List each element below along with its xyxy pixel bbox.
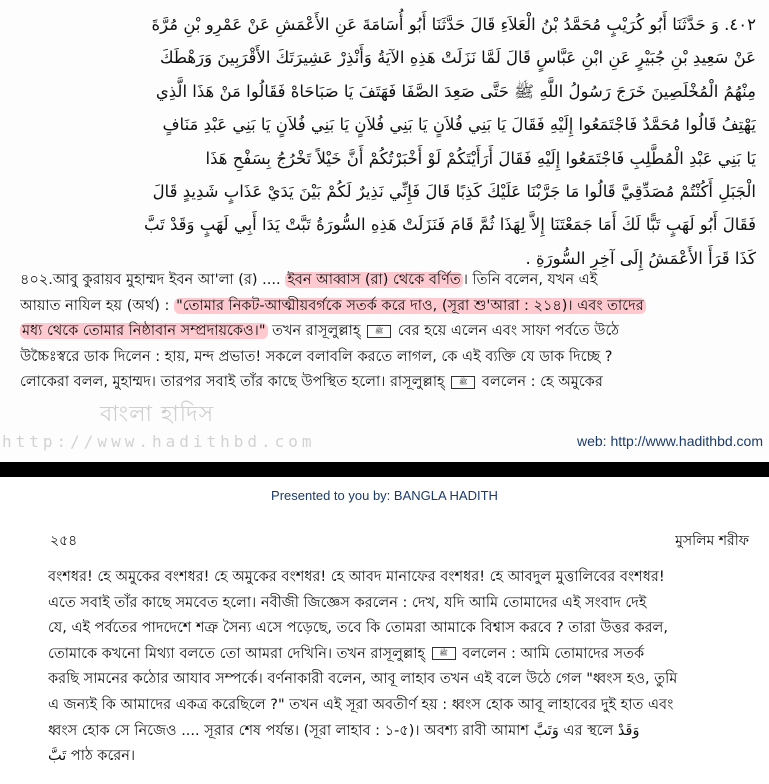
text-line: বংশধর! হে অমুকের বংশধর! হে অমুকের বংশধর! হে আবদ মানাফের বংশধর! হে আবদুল মুত্তালিবের বংশধর! [48, 569, 665, 585]
text-line [20, 294, 760, 320]
book-title: মুসলিম শরীফ [675, 533, 749, 549]
text-line [20, 370, 760, 396]
page-divider [0, 462, 769, 477]
text-run: তোমাকে কখনো মিথ্যা বলতে তো আমরা দেখিনি। তখন রাসূলুল্লাহ্ [48, 645, 430, 662]
watermark-url: http://www.hadithbd.com [2, 432, 316, 451]
text-line: تَبَّ পাঠ করেন। [48, 748, 136, 765]
text-run: আয়াত নাযিল হয় (অর্থ) : [20, 297, 175, 314]
highlighted-verse: মধ্য থেকে তোমার নিষ্ঠাবান সম্প্রদায়কেও।" [22, 323, 266, 339]
arabic-line: كَذَا قَرَأَ الأَعْمَشُ إِلَى آخِرِ السُّورَةِ . [525, 248, 756, 268]
text-line: এতে সবাই তাঁর কাছে সমবেত হলো। নবীজী জিজ্ঞেস করলেন : দেখ, যদি আমি তোমাদের এই সংবাদ দেই [48, 594, 647, 611]
text-run: বললেন : হে অমুকের [477, 374, 603, 390]
text-run: । তিনি বলেন, যখন এই [462, 272, 598, 288]
arabic-line: مِنْهُمُ الْمُخْلَصِينَ خَرَجَ رَسُولُ اللَّهِ ﷺ حَتَّى صَعِدَ الصَّفَا فَهَتَفَ يَا صَبَاحَاهْ فَقَالُوا مَنْ هَذَا الَّذِي [155, 81, 756, 101]
text-run: লোকেরা বলল, মুহাম্মদ। তারপর সবাই তাঁর কাছে উপস্থিত হলো। রাসূলুল্লাহ্ [20, 374, 450, 390]
highlighted-narrator: ইবন আব্বাস (রা) থেকে বর্ণিত [287, 272, 461, 288]
arabic-line: ٤٠٢. وَ حَدَّثَنَا أَبُو كُرَيْبٍ مُحَمَّدُ بْنُ الْعَلاَءِ قَالَ حَدَّثَنَا أَبُو أُسَامَةَ عَنِ الأَعْمَشِ عَنْ عَمْرِو بْنِ مُرَّةَ [151, 15, 756, 34]
arabic-line: يَا بَنِي عَبْدِ الْمُطَّلِبِ فَاجْتَمَعُوا إِلَيْهِ فَقَالَ أَرَأَيْتَكُمْ لَوْ أَخْبَرْتُكُمْ أَنَّ خَيْلاً تَخْرُجُ بِسَفْحِ هَذَا [205, 148, 756, 168]
text-line: ধ্বংস হোক সে নিজেও .... সূরার শেষ পর্যন্ত। (সূরা লাহাব : ১-৫)। অবশ্য রাবী আমাশ وَتَبَّ এর স্থলে وَقَدْ [48, 722, 640, 739]
salla-glyph-icon: ﷺ [367, 325, 391, 338]
text-line: যে, এই পর্বতের পাদদেশে শত্রু সৈন্য এসে পড়েছে, তবে কি তোমরা আমাকে বিশ্বাস করবে ? তারা উত্তর করল, [48, 620, 668, 637]
text-run: বললেন : আমি তোমাদের সতর্ক [457, 645, 645, 662]
text-line: উচ্চৈঃস্বরে ডাক দিলেন : হায়, মন্দ প্রভাত! সকলে বলাবলি করতে লাগল, কে এই ব্যক্তি যে ডাক দিচ্ছে ? [20, 348, 613, 365]
text-line: করছি সামনের কঠোর আযাব সম্পর্কে। বর্ণনাকারী বলেন, আবূ লাহাব তখন এই বলে উঠে গেল "ধ্বংস হও, তুমি [48, 671, 678, 688]
watermark-logo: বাংলা হাদিস [100, 402, 215, 427]
text-line [20, 319, 760, 345]
text-line [48, 642, 760, 668]
arabic-text [18, 8, 756, 275]
bangla-translation-bottom [48, 565, 760, 770]
text-line: এ জন্যই কি আমাদের একত্র করেছিলে ?" তখন এই সূরা অবতীর্ণ হয় : ধ্বংস হোক আবূ লাহাবের দুই হাত এবং [48, 696, 674, 713]
text-run: তখন রাসূলুল্লাহ্ [267, 323, 366, 339]
web-link[interactable]: web: http://www.hadithbd.com [577, 433, 763, 449]
highlighted-verse: "তোমার নিকট-আত্মীয়বর্গকে সতর্ক করে দাও, (সূরা শু'আরা : ২১৪)। এবং তাদের [176, 297, 644, 314]
text-run: বের হয়ে এলেন এবং সাফা পর্বতে উঠে [393, 323, 620, 339]
bangla-translation-top [20, 268, 760, 396]
arabic-line: يَهْتِفُ قَالُوا مُحَمَّدٌ فَاجْتَمَعُوا إِلَيْهِ فَقَالَ يَا بَنِي فُلاَنٍ يَا بَنِي فُلاَنٍ يَا بَنِي فُلاَنٍ يَا بَنِي عَبْدِ مَنَافٍ [162, 115, 756, 135]
text-run: ৪০২.আবু কুরায়ব মুহাম্মদ ইবন আ'লা (র) .... [20, 272, 286, 288]
text-line [20, 268, 760, 294]
arabic-line: عَنْ سَعِيدِ بْنِ جُبَيْرٍ عَنِ ابْنِ عَبَّاسٍ قَالَ لَمَّا نَزَلَتْ هَذِهِ الآيَةُ وَأَنْذِرْ عَشِيرَتَكَ الأَقْرَبِينَ وَرَهْطَكَ [159, 48, 756, 68]
salla-glyph-icon: ﷺ [451, 376, 475, 389]
salla-glyph-icon: ﷺ [432, 647, 456, 660]
presented-banner: Presented to you by: BANGLA HADITH [271, 488, 498, 503]
arabic-line: فَقَالَ أَبُو لَهَبٍ تَبًّا لَكَ أَمَا جَمَعْتَنَا إِلاَّ لِهَذَا ثُمَّ قَامَ فَنَزَلَتْ هَذِهِ السُّورَةُ تَبَّتْ يَدَا أَبِي لَهَبٍ وَقَدْ تَبَّ [143, 215, 756, 235]
arabic-line: الْجَبَلِ أَكُنْتُمْ مُصَدِّقِيَّ قَالُوا مَا جَرَّبْنَا عَلَيْكَ كَذِبًا قَالَ فَإِنِّي نَذِيرٌ لَكُمْ بَيْنَ يَدَيْ عَذَابٍ شَدِيدٍ قَالَ [152, 181, 756, 201]
page-number: ২৫৪ [50, 533, 78, 549]
